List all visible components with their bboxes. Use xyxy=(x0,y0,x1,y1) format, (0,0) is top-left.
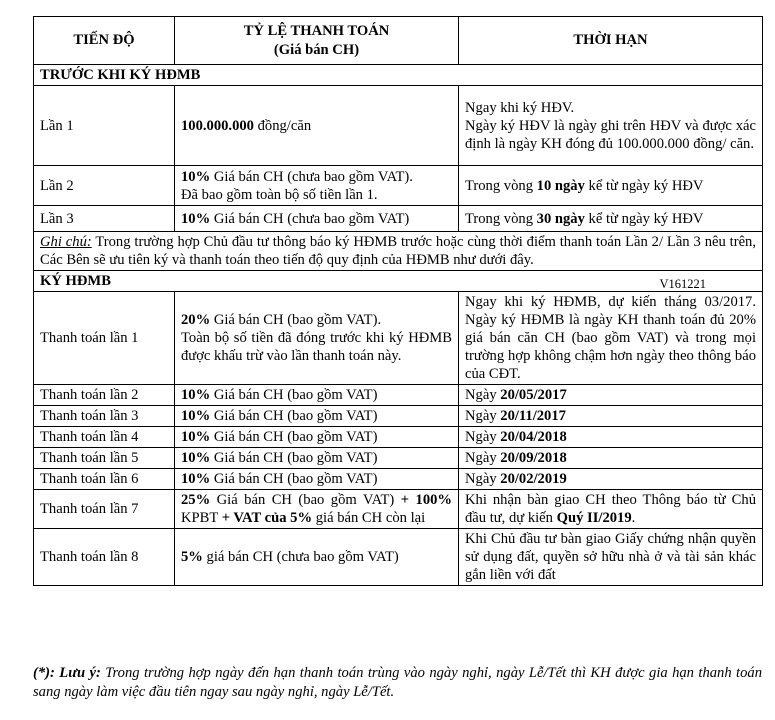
header-rate-subtitle: (Giá bán CH) xyxy=(273,41,360,58)
table-row xyxy=(34,86,763,166)
table-row xyxy=(34,406,763,427)
row-rate: 10% Giá bán CH (bao gồm VAT) xyxy=(175,406,459,427)
table-row xyxy=(34,469,763,490)
header-payment-rate xyxy=(175,17,459,65)
document-code: V161221 xyxy=(659,277,706,291)
note-text: Ghi chú: Trong trường hợp Chủ đầu tư thông báo ký HĐMB trước hoặc cùng thời điểm thanh toán Lần 2/ Lần 3 nêu trên, Các Bên sẽ ưu tiên ký và thanh toán theo tiến độ quy định của HĐMB như dưới đây. xyxy=(34,232,763,271)
section-contract xyxy=(34,271,763,292)
section-before-contract xyxy=(34,65,763,86)
header-progress: TIẾN ĐỘ xyxy=(34,17,175,65)
row-term: Ngày 20/04/2018 xyxy=(459,427,763,448)
row-rate: 5% giá bán CH (chưa bao gồm VAT) xyxy=(175,529,459,586)
row-label: Thanh toán lần 4 xyxy=(34,427,175,448)
footnote: (*): Lưu ý: Trong trường hợp ngày đến hạn thanh toán trùng vào ngày nghỉ, ngày Lễ/Tết thì KH được gia hạn thanh toán sang ngày làm việc đầu tiên ngay sau ngày nghỉ, ngày Lễ/Tết. xyxy=(33,665,762,700)
row-term: Trong vòng 30 ngày kể từ ngày ký HĐV xyxy=(459,206,763,232)
row-rate: 10% Giá bán CH (bao gồm VAT) xyxy=(175,385,459,406)
header-deadline: THỜI HẠN xyxy=(459,17,763,65)
row-label: Thanh toán lần 6 xyxy=(34,469,175,490)
row-label: Thanh toán lần 3 xyxy=(34,406,175,427)
note-row xyxy=(34,232,763,271)
payment-schedule-table xyxy=(33,16,763,586)
table-row xyxy=(34,206,763,232)
row-label: Thanh toán lần 5 xyxy=(34,448,175,469)
row-term: Ngày 20/05/2017 xyxy=(459,385,763,406)
row-rate: 10% Giá bán CH (bao gồm VAT) xyxy=(175,448,459,469)
row-rate: 100.000.000 đồng/căn xyxy=(175,86,459,166)
row-rate: 10% Giá bán CH (chưa bao gồm VAT) xyxy=(175,206,459,232)
table-row xyxy=(34,448,763,469)
section-title: TRƯỚC KHI KÝ HĐMB xyxy=(34,65,763,86)
table-row xyxy=(34,292,763,385)
row-rate: 10% Giá bán CH (bao gồm VAT) xyxy=(175,469,459,490)
row-label: Lần 2 xyxy=(34,166,175,206)
row-term: Khi nhận bàn giao CH theo Thông báo từ Chủ đầu tư, dự kiến Quý II/2019. xyxy=(459,490,763,529)
row-label: Thanh toán lần 8 xyxy=(34,529,175,586)
row-label: Lần 1 xyxy=(34,86,175,166)
row-label: Thanh toán lần 2 xyxy=(34,385,175,406)
row-label: Thanh toán lần 7 xyxy=(34,490,175,529)
header-row xyxy=(34,17,763,65)
row-label: Lần 3 xyxy=(34,206,175,232)
row-label: Thanh toán lần 1 xyxy=(34,292,175,385)
row-rate: 20% Giá bán CH (bao gồm VAT). Toàn bộ số tiền đã đóng trước khi ký HĐMB được khấu trừ vào lần thanh toán này. xyxy=(175,292,459,385)
table-row xyxy=(34,385,763,406)
row-rate: 10% Giá bán CH (bao gồm VAT) xyxy=(175,427,459,448)
row-term: Ngay khi ký HĐV. Ngày ký HĐV là ngày ghi trên HĐV và được xác định là ngày KH đóng đủ 100.000.000 đồng/ căn. xyxy=(459,86,763,166)
table-row xyxy=(34,427,763,448)
table-row xyxy=(34,529,763,586)
section-title: KÝ HĐMB V161221 xyxy=(34,271,763,292)
row-rate: 10% Giá bán CH (chưa bao gồm VAT). Đã bao gồm toàn bộ số tiền lần 1. xyxy=(175,166,459,206)
row-term: Ngày 20/02/2019 xyxy=(459,469,763,490)
table-row xyxy=(34,166,763,206)
table-row xyxy=(34,490,763,529)
row-term: Ngày 20/09/2018 xyxy=(459,448,763,469)
header-rate-title: TỶ LỆ THANH TOÁN xyxy=(243,22,390,39)
row-term: Khi Chủ đầu tư bàn giao Giấy chứng nhận quyền sử dụng đất, quyền sở hữu nhà ở và tài sản khác gắn liền với đất xyxy=(459,529,763,586)
row-term: Ngày 20/11/2017 xyxy=(459,406,763,427)
row-term: Trong vòng 10 ngày kể từ ngày ký HĐV xyxy=(459,166,763,206)
row-rate: 25% Giá bán CH (bao gồm VAT) + 100% KPBT + VAT của 5% giá bán CH còn lại xyxy=(175,490,459,529)
row-term: Ngay khi ký HĐMB, dự kiến tháng 03/2017. Ngày ký HĐMB là ngày KH thanh toán đủ 20% giá bán căn CH (bao gồm VAT) và trong mọi trường hợp không chậm hơn ngày theo thông báo của CĐT. xyxy=(459,292,763,385)
